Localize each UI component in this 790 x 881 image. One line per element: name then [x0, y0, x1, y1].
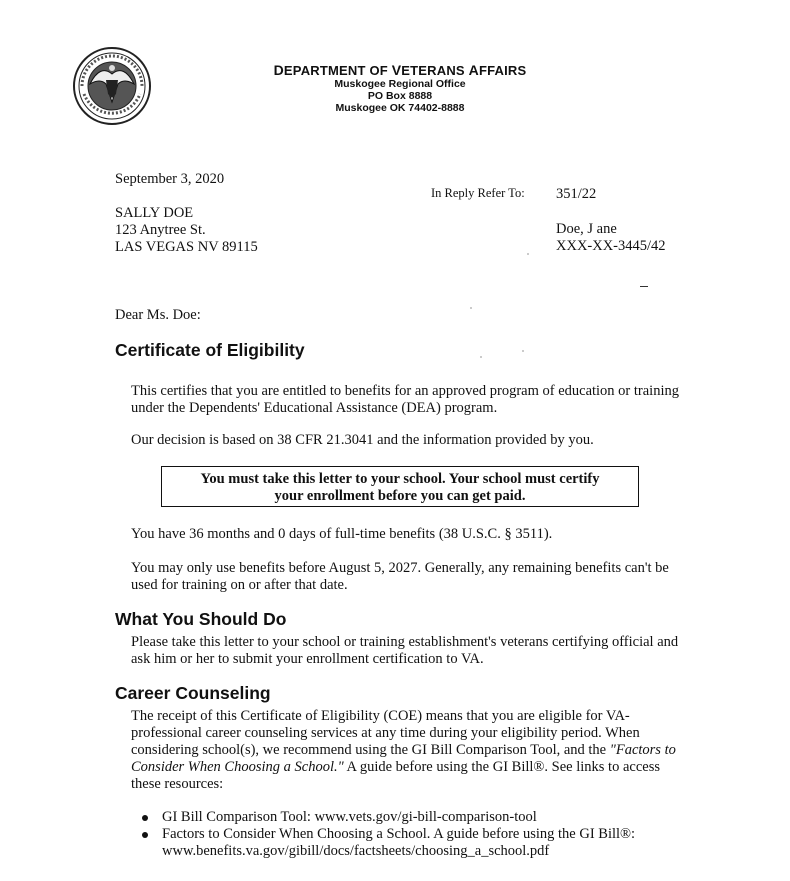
todo-heading: What You Should Do — [115, 609, 287, 629]
office-name: Muskogee Regional Office — [334, 78, 466, 90]
link-comparison-tool[interactable]: GI Bill Comparison Tool: www.vets.gov/gi-bill-comparison-tool — [131, 809, 691, 826]
file-name: Doe, J ane — [556, 221, 617, 237]
scan-speck — [480, 356, 482, 358]
letterhead — [250, 62, 550, 114]
divider — [640, 286, 648, 287]
notice-line-2: your enrollment before you can get paid. — [274, 488, 526, 504]
resource-links — [131, 809, 691, 860]
coe-heading: Certificate of Eligibility — [115, 340, 305, 360]
coe-paragraph-3: You have 36 months and 0 days of full-time benefits (38 U.S.C. § 3511). — [131, 526, 553, 542]
department-name: DEPARTMENT OF VETERANS AFFAIRS — [273, 62, 527, 78]
coe-paragraph-1: This certifies that you are entitled to benefits for an approved program of education or training under the Dependents' Educational Assistance (DEA) program. — [131, 383, 679, 416]
file-number: XXX-XX-3445/42 — [556, 238, 666, 254]
salutation: Dear Ms. Doe: — [115, 307, 201, 323]
reply-label: In Reply Refer To: — [431, 186, 525, 200]
office-city: Muskogee OK 74402-8888 — [335, 102, 465, 114]
letter-date: September 3, 2020 — [115, 171, 225, 187]
po-box: PO Box 8888 — [367, 90, 433, 102]
notice-line-1: You must take this letter to your school. Your school must certify — [200, 471, 600, 487]
coe-paragraph-2: Our decision is based on 38 CFR 21.3041 and the information provided by you. — [131, 432, 594, 448]
scan-speck — [470, 307, 472, 309]
link-choosing-school[interactable]: Factors to Consider When Choosing a School. A guide before using the GI Bill®: www.benefits.va.gov/gibill/docs/factsheets/choosing_a_school.pdf — [131, 826, 691, 860]
recipient-city: LAS VEGAS NV 89115 — [115, 239, 258, 255]
recipient-name: SALLY DOE — [115, 205, 194, 221]
va-seal-icon — [72, 44, 152, 128]
scan-speck — [527, 253, 529, 255]
recipient-address — [115, 205, 258, 256]
factors-title: "Factors to Consider When Choosing a School." — [131, 742, 676, 775]
career-heading: Career Counseling — [115, 683, 271, 703]
todo-paragraph: Please take this letter to your school or training establishment's veterans certifying official and ask him or her to submit your enrollment certification to VA. — [131, 634, 679, 667]
career-paragraph: The receipt of this Certificate of Eligibility (COE) means that you are eligible for VA-professional career counseling services at any time during your eligibility period. When considering school(s), we recommend using the GI Bill Comparison Tool, and the "Factors to Consider When Choosing a School." A guide before using the GI Bill®. See links to access these resources: — [131, 708, 676, 792]
file-reference — [556, 221, 666, 255]
coe-paragraph-4: You may only use benefits before August 5, 2027. Generally, any remaining benefits can't be used for training on or after that date. — [131, 560, 669, 593]
recipient-street: 123 Anytree St. — [115, 222, 206, 238]
scan-speck — [522, 350, 524, 352]
notice-box — [161, 466, 639, 507]
reply-code: 351/22 — [556, 186, 597, 202]
